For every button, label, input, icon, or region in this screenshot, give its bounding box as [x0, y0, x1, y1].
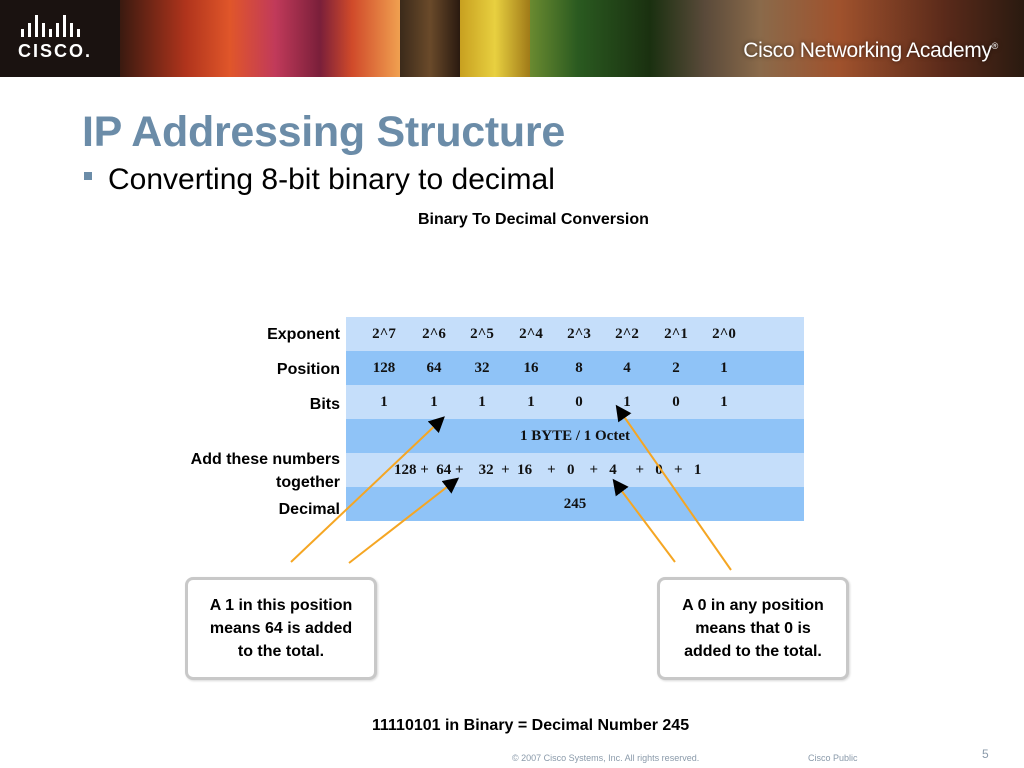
exponent-cell: 2^4 [519, 325, 543, 342]
decimal-value: 245 [563, 495, 587, 512]
sum-expression: 128 + 64 + 32 + 16 + 0 + 4 + 0 + 1 [394, 461, 702, 478]
position-cell: 16 [523, 359, 539, 376]
footer-classification: Cisco Public [808, 753, 858, 763]
exponent-cell: 2^0 [712, 325, 736, 342]
exponent-cell: 2^5 [470, 325, 494, 342]
callout-left-line3: to the total. [237, 643, 325, 660]
callout-left-line1: A 1 in this position [209, 597, 353, 614]
position-cell: 128 [372, 359, 396, 376]
arrow-right-to-bit [618, 408, 731, 570]
exponent-cell: 2^1 [664, 325, 688, 342]
bottom-caption: 11110101 in Binary = Decimal Number 245 [372, 717, 690, 734]
arrow-right-to-sum [615, 482, 675, 562]
position-cell: 1 [720, 359, 728, 376]
label-position: Position [276, 361, 340, 378]
exponent-cell: 2^6 [422, 325, 446, 342]
registered-mark: ® [991, 41, 998, 51]
bullet-text: Converting 8-bit binary to decimal [108, 163, 555, 196]
footer-copyright: © 2007 Cisco Systems, Inc. All rights reserved. [512, 753, 700, 763]
position-cell: 2 [672, 359, 680, 376]
position-cell: 32 [474, 359, 490, 376]
slide-title: IP Addressing Structure [82, 108, 565, 156]
callout-right-line1: A 0 in any position [682, 597, 824, 614]
academy-text: Cisco Networking Academy [743, 39, 992, 62]
callout-right-line3: added to the total. [684, 643, 822, 660]
position-cell: 8 [575, 359, 583, 376]
label-bits: Bits [309, 396, 340, 413]
callout-left [185, 577, 377, 680]
callout-right [657, 577, 849, 680]
label-add-line2: together [276, 474, 340, 491]
exponent-cell: 2^7 [372, 325, 396, 342]
bit-cell: 0 [575, 393, 583, 410]
exponent-cell: 2^2 [615, 325, 639, 342]
bit-cell: 1 [478, 393, 486, 410]
bit-cell: 1 [380, 393, 388, 410]
label-exponent: Exponent [267, 326, 340, 343]
bit-cell: 1 [430, 393, 438, 410]
bit-cell: 1 [720, 393, 728, 410]
position-cell: 64 [426, 359, 442, 376]
arrow-left-to-bit [291, 419, 442, 562]
byte-label: 1 BYTE / 1 Octet [520, 427, 630, 444]
page-number: 5 [982, 747, 989, 761]
position-cell: 4 [623, 359, 631, 376]
label-decimal: Decimal [278, 501, 340, 518]
bit-cell: 1 [623, 393, 631, 410]
callout-left-line2: means 64 is added [209, 620, 353, 637]
bit-cell: 0 [672, 393, 680, 410]
callout-right-line2: means that 0 is [695, 620, 811, 637]
cisco-wordmark: CISCO. [18, 41, 93, 61]
label-add-line1: Add these numbers [190, 451, 340, 468]
exponent-cell: 2^3 [567, 325, 591, 342]
bit-cell: 1 [527, 393, 535, 410]
figure-title: Binary To Decimal Conversion [418, 211, 649, 228]
